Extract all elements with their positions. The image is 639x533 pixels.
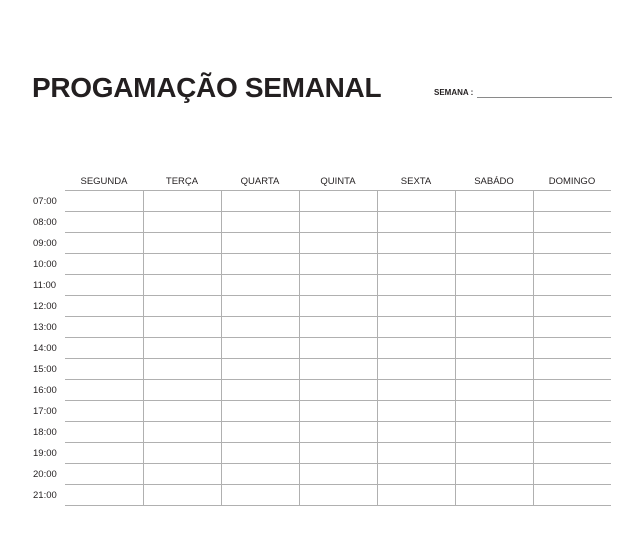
schedule-cell[interactable] [377,379,455,400]
schedule-cell[interactable] [143,442,221,463]
schedule-cell[interactable] [533,421,611,442]
schedule-cell[interactable] [221,421,299,442]
schedule-cell[interactable] [299,463,377,484]
schedule-cell[interactable] [533,379,611,400]
time-label: 21:00 [33,490,57,501]
schedule-cell[interactable] [299,274,377,295]
schedule-cell[interactable] [221,463,299,484]
schedule-cell[interactable] [65,211,143,232]
schedule-cell[interactable] [143,379,221,400]
time-label: 10:00 [33,259,57,270]
schedule-cell[interactable] [65,316,143,337]
schedule-cell[interactable] [377,232,455,253]
schedule-cell[interactable] [299,421,377,442]
time-label: 18:00 [33,427,57,438]
schedule-cell[interactable] [377,484,455,505]
schedule-cell[interactable] [533,337,611,358]
schedule-cell[interactable] [143,316,221,337]
schedule-cell[interactable] [455,316,533,337]
schedule-cell[interactable] [533,316,611,337]
schedule-cell[interactable] [377,358,455,379]
day-header-3: QUINTA [320,176,356,187]
schedule-cell[interactable] [65,442,143,463]
schedule-cell[interactable] [377,421,455,442]
schedule-cell[interactable] [299,379,377,400]
day-header-2: QUARTA [240,176,280,187]
schedule-cell[interactable] [533,442,611,463]
schedule-cell[interactable] [65,484,143,505]
schedule-cell[interactable] [299,337,377,358]
schedule-cell[interactable] [455,295,533,316]
schedule-cell[interactable] [65,421,143,442]
schedule-cell[interactable] [299,484,377,505]
schedule-cell[interactable] [455,442,533,463]
schedule-cell[interactable] [143,421,221,442]
schedule-cell[interactable] [221,379,299,400]
schedule-cell[interactable] [65,295,143,316]
schedule-cell[interactable] [221,295,299,316]
time-label: 20:00 [33,469,57,480]
grid-row-line [65,505,611,506]
schedule-cell[interactable] [221,442,299,463]
schedule-cell[interactable] [455,274,533,295]
time-label: 16:00 [33,385,57,396]
schedule-cell[interactable] [533,253,611,274]
schedule-cell[interactable] [377,316,455,337]
schedule-cell[interactable] [377,442,455,463]
schedule-cell[interactable] [221,274,299,295]
schedule-cell[interactable] [221,358,299,379]
schedule-cell[interactable] [143,295,221,316]
schedule-cell[interactable] [533,295,611,316]
schedule-cell[interactable] [299,295,377,316]
schedule-cell[interactable] [377,253,455,274]
page-title: PROGAMAÇÃO SEMANAL [32,72,382,103]
schedule-cell[interactable] [299,232,377,253]
schedule-cell[interactable] [455,232,533,253]
schedule-cell[interactable] [221,190,299,211]
schedule-cell[interactable] [65,274,143,295]
schedule-cell[interactable] [65,358,143,379]
schedule-cell[interactable] [143,274,221,295]
time-label: 12:00 [33,301,57,312]
schedule-cell[interactable] [455,358,533,379]
schedule-cell[interactable] [377,274,455,295]
day-header-4: SEXTA [400,176,432,187]
schedule-cell[interactable] [533,358,611,379]
schedule-cell[interactable] [143,211,221,232]
schedule-cell[interactable] [299,442,377,463]
schedule-cell[interactable] [65,232,143,253]
day-header-5: SABÁDO [474,176,514,187]
day-header-6: DOMINGO [548,176,596,187]
schedule-cell[interactable] [377,400,455,421]
schedule-cell[interactable] [221,316,299,337]
schedule-cell[interactable] [221,211,299,232]
schedule-cell[interactable] [299,316,377,337]
time-label: 08:00 [33,217,57,228]
schedule-cell[interactable] [455,379,533,400]
schedule-cell[interactable] [299,253,377,274]
day-header-0: SEGUNDA [80,176,128,187]
schedule-cell[interactable] [533,211,611,232]
schedule-cell[interactable] [143,463,221,484]
schedule-cell[interactable] [533,190,611,211]
schedule-cell[interactable] [533,463,611,484]
schedule-cell[interactable] [65,190,143,211]
schedule-cell[interactable] [221,232,299,253]
schedule-cell[interactable] [143,232,221,253]
schedule-cell[interactable] [143,400,221,421]
schedule-cell[interactable] [377,211,455,232]
schedule-cell[interactable] [221,253,299,274]
schedule-cell[interactable] [533,274,611,295]
schedule-cell[interactable] [455,400,533,421]
schedule-cell[interactable] [221,484,299,505]
schedule-cell[interactable] [377,190,455,211]
schedule-cell[interactable] [377,337,455,358]
schedule-cell[interactable] [299,190,377,211]
schedule-cell[interactable] [377,295,455,316]
schedule-cell[interactable] [299,211,377,232]
time-label: 13:00 [33,322,57,333]
time-label: 15:00 [33,364,57,375]
schedule-cell[interactable] [299,358,377,379]
schedule-cell[interactable] [65,253,143,274]
schedule-cell[interactable] [533,232,611,253]
schedule-cell[interactable] [65,337,143,358]
time-label: 14:00 [33,343,57,354]
schedule-cell[interactable] [65,379,143,400]
time-label: 19:00 [33,448,57,459]
schedule-cell[interactable] [455,337,533,358]
time-label: 17:00 [33,406,57,417]
schedule-cell[interactable] [455,253,533,274]
time-label: 09:00 [33,238,57,249]
schedule-cell[interactable] [377,463,455,484]
schedule-cell[interactable] [143,358,221,379]
schedule-cell[interactable] [143,253,221,274]
schedule-cell[interactable] [455,484,533,505]
day-header-1: TERÇA [165,176,199,187]
schedule-cell[interactable] [143,190,221,211]
schedule-cell[interactable] [221,400,299,421]
schedule-cell[interactable] [455,463,533,484]
week-label: SEMANA : [434,88,474,97]
time-label: 11:00 [33,280,57,291]
schedule-cell[interactable] [221,337,299,358]
schedule-cell[interactable] [533,484,611,505]
schedule-cell[interactable] [143,337,221,358]
schedule-cell[interactable] [455,421,533,442]
schedule-cell[interactable] [299,400,377,421]
schedule-cell[interactable] [65,400,143,421]
time-label: 07:00 [33,196,57,207]
schedule-cell[interactable] [455,211,533,232]
schedule-cell[interactable] [455,190,533,211]
schedule-cell[interactable] [65,463,143,484]
schedule-cell[interactable] [143,484,221,505]
schedule-cell[interactable] [533,400,611,421]
